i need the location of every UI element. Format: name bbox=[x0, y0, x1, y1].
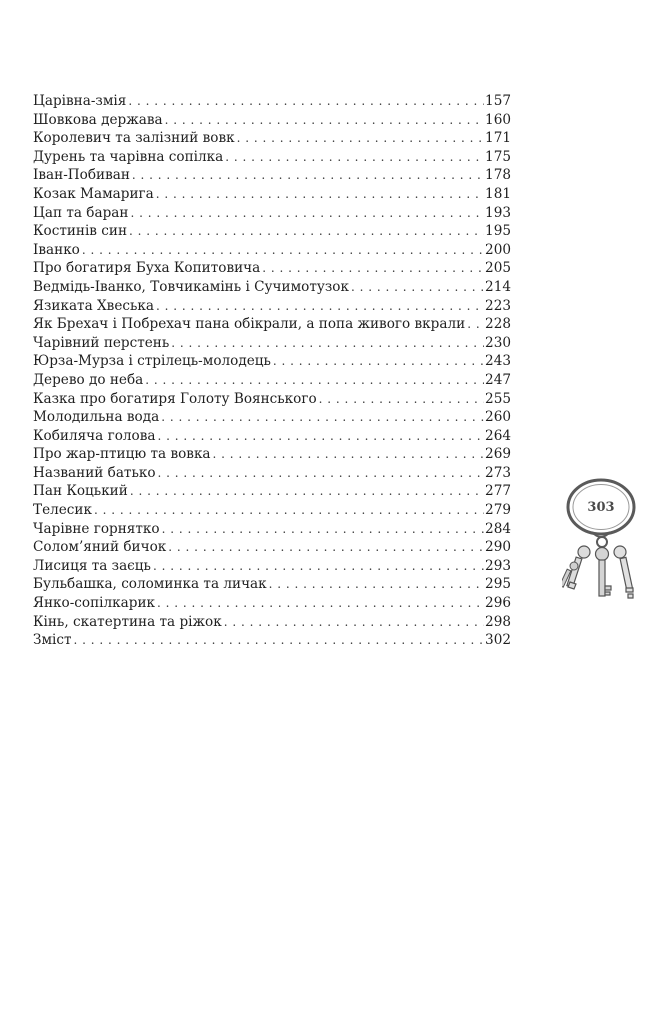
toc-entry-title: Янко-сопілкарик bbox=[33, 595, 156, 612]
toc-dot-leader bbox=[145, 371, 484, 390]
toc-entry-page: 284 bbox=[485, 520, 511, 537]
toc-entry bbox=[33, 631, 511, 650]
toc-entry-title: Кобиляча голова bbox=[33, 427, 156, 444]
toc-entry-title: Королевич та залізний вовк bbox=[33, 130, 235, 147]
toc-dot-leader bbox=[130, 204, 484, 223]
toc-entry-page: 230 bbox=[485, 334, 511, 351]
toc-dot-leader bbox=[224, 613, 484, 632]
toc-dot-leader bbox=[156, 185, 484, 204]
toc-entry-page: 181 bbox=[485, 185, 511, 202]
toc-entry bbox=[33, 129, 511, 148]
toc-entry bbox=[33, 222, 511, 241]
toc-entry-title: Царівна-змія bbox=[33, 93, 127, 109]
toc-entry-title: Про богатиря Буха Копитовича bbox=[33, 260, 261, 277]
toc-entry bbox=[33, 371, 511, 390]
toc-entry-title: Казка про богатиря Голоту Воянського bbox=[33, 390, 317, 407]
toc-entry-page: 195 bbox=[485, 223, 511, 240]
toc-dot-leader bbox=[74, 631, 485, 650]
toc-entry-title: Ведмідь-Іванко, Товчикамінь і Сучимотузок bbox=[33, 278, 349, 295]
toc-entry bbox=[33, 520, 511, 539]
toc-dot-leader bbox=[156, 297, 484, 316]
table-of-contents bbox=[33, 92, 511, 650]
toc-dot-leader bbox=[158, 464, 485, 483]
toc-entry-page: 295 bbox=[485, 576, 511, 593]
toc-entry-title: Козак Мамарига bbox=[33, 185, 154, 202]
toc-entry bbox=[33, 297, 511, 316]
toc-entry-title: Зміст bbox=[33, 632, 72, 649]
toc-dot-leader bbox=[165, 111, 484, 130]
toc-entry-page: 205 bbox=[485, 260, 511, 277]
toc-dot-leader bbox=[157, 594, 484, 613]
toc-entry-page: 293 bbox=[485, 557, 511, 574]
toc-dot-leader bbox=[467, 315, 484, 334]
toc-entry-page: 277 bbox=[485, 483, 511, 500]
toc-dot-leader bbox=[94, 501, 484, 520]
toc-entry bbox=[33, 445, 511, 464]
toc-entry bbox=[33, 334, 511, 353]
toc-entry bbox=[33, 166, 511, 185]
toc-dot-leader bbox=[237, 129, 484, 148]
toc-entry-title: Іванко bbox=[33, 241, 80, 258]
toc-entry bbox=[33, 575, 511, 594]
toc-dot-leader bbox=[162, 520, 484, 539]
toc-entry-page: 223 bbox=[485, 297, 511, 314]
toc-entry-page: 255 bbox=[485, 390, 511, 407]
toc-entry-title: Іван-Побиван bbox=[33, 167, 130, 184]
toc-entry-page: 264 bbox=[485, 427, 511, 444]
toc-entry-title: Названий батько bbox=[33, 464, 156, 481]
toc-entry-page: 273 bbox=[485, 464, 511, 481]
toc-entry-page: 175 bbox=[485, 148, 511, 165]
toc-entry bbox=[33, 148, 511, 167]
toc-dot-leader bbox=[128, 92, 484, 111]
toc-dot-leader bbox=[168, 538, 484, 557]
toc-entry-page: 298 bbox=[485, 613, 511, 630]
toc-entry-title: Солом’яний бичок bbox=[33, 539, 167, 556]
page-number-badge bbox=[562, 462, 644, 614]
toc-entry-page: 178 bbox=[485, 167, 511, 184]
toc-dot-leader bbox=[161, 408, 484, 427]
toc-entry-page: 160 bbox=[485, 111, 511, 128]
toc-entry-page: 269 bbox=[485, 446, 511, 463]
toc-dot-leader bbox=[157, 427, 484, 446]
toc-entry bbox=[33, 204, 511, 223]
toc-entry-title: Костинів син bbox=[33, 223, 128, 240]
toc-entry-title: Шовкова держава bbox=[33, 111, 163, 128]
toc-entry bbox=[33, 259, 511, 278]
toc-dot-leader bbox=[129, 222, 484, 241]
toc-entry-title: Юрза-Мурза і стрілець-молодець bbox=[33, 353, 271, 370]
toc-entry-page: 214 bbox=[485, 278, 511, 295]
toc-entry bbox=[33, 501, 511, 520]
toc-dot-leader bbox=[153, 557, 484, 576]
toc-entry-page: 171 bbox=[485, 130, 511, 147]
toc-entry bbox=[33, 538, 511, 557]
toc-entry bbox=[33, 92, 511, 111]
toc-dot-leader bbox=[262, 259, 484, 278]
toc-dot-leader bbox=[225, 148, 484, 167]
toc-entry bbox=[33, 613, 511, 632]
toc-entry bbox=[33, 315, 511, 334]
toc-entry bbox=[33, 278, 511, 297]
toc-entry-page: 302 bbox=[485, 632, 511, 649]
toc-entry-title: Молодильна вода bbox=[33, 409, 160, 426]
toc-entry-title: Телесик bbox=[33, 502, 92, 519]
page-number: 303 bbox=[587, 500, 615, 515]
toc-entry bbox=[33, 482, 511, 501]
toc-entry-title: Лисиця та заєць bbox=[33, 557, 151, 574]
toc-entry bbox=[33, 352, 511, 371]
toc-dot-leader bbox=[273, 352, 484, 371]
toc-dot-leader bbox=[213, 445, 485, 464]
toc-entry-title: Чарівне горнятко bbox=[33, 520, 160, 537]
toc-entry-title: Язиката Хвеська bbox=[33, 297, 154, 314]
toc-entry-page: 157 bbox=[485, 93, 511, 109]
toc-entry bbox=[33, 408, 511, 427]
toc-entry bbox=[33, 557, 511, 576]
toc-entry-page: 290 bbox=[485, 539, 511, 556]
toc-entry bbox=[33, 390, 511, 409]
toc-entry-title: Дурень та чарівна сопілка bbox=[33, 148, 224, 165]
toc-entry bbox=[33, 241, 511, 260]
toc-entry-page: 193 bbox=[485, 204, 511, 221]
toc-entry bbox=[33, 427, 511, 446]
toc-dot-leader bbox=[269, 575, 484, 594]
toc-entry-title: Дерево до неба bbox=[33, 371, 144, 388]
toc-entry-page: 260 bbox=[485, 409, 511, 426]
toc-dot-leader bbox=[132, 166, 484, 185]
toc-dot-leader bbox=[171, 334, 484, 353]
toc-entry bbox=[33, 111, 511, 130]
toc-entry-title: Бульбашка, соломинка та личак bbox=[33, 576, 267, 593]
toc-entry-page: 228 bbox=[485, 316, 511, 333]
toc-dot-leader bbox=[82, 241, 484, 260]
toc-entry-page: 247 bbox=[485, 371, 511, 388]
toc-dot-leader bbox=[351, 278, 484, 297]
toc-entry-title: Кінь, скатертина та ріжок bbox=[33, 613, 222, 630]
toc-entry-title: Чарівний перстень bbox=[33, 334, 170, 351]
toc-entry-title: Цап та баран bbox=[33, 204, 129, 221]
toc-entry-page: 296 bbox=[485, 595, 511, 612]
toc-dot-leader bbox=[319, 390, 484, 409]
toc-dot-leader bbox=[130, 482, 484, 501]
toc-entry-title: Як Брехач і Побрехач пана обікрали, а попа живого вкрали bbox=[33, 316, 466, 333]
toc-entry bbox=[33, 594, 511, 613]
toc-entry-page: 243 bbox=[485, 353, 511, 370]
toc-entry bbox=[33, 185, 511, 204]
toc-entry-page: 279 bbox=[485, 502, 511, 519]
toc-entry-title: Про жар-птицю та вовка bbox=[33, 446, 211, 463]
toc-entry-page: 200 bbox=[485, 241, 511, 258]
toc-entry bbox=[33, 464, 511, 483]
toc-entry-title: Пан Коцький bbox=[33, 483, 128, 500]
key-ring-icon bbox=[562, 462, 644, 614]
